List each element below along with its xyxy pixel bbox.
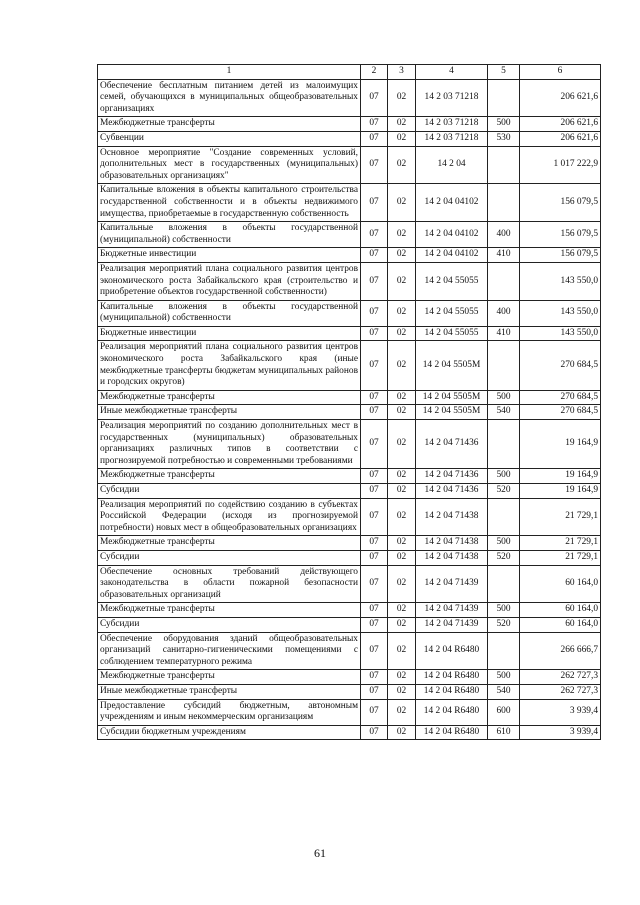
row-name: Межбюджетные трансферты [98, 117, 361, 132]
row-section: 07 [361, 117, 388, 132]
row-expense-type: 500 [488, 390, 520, 405]
header-col-6: 6 [520, 65, 601, 80]
header-row [98, 65, 601, 80]
row-name: Обеспечение оборудования зданий общеобразовательных организаций санитарно-гигиеническими помещениями с соблюдением температурного режима [98, 632, 361, 670]
row-amount: 270 684,5 [520, 341, 601, 390]
row-name: Иные межбюджетные трансферты [98, 684, 361, 699]
header-col-5: 5 [488, 65, 520, 80]
table-row [98, 469, 601, 484]
row-section: 07 [361, 603, 388, 618]
row-section: 07 [361, 222, 388, 248]
row-subsection: 02 [388, 222, 416, 248]
budget-table [97, 64, 601, 740]
row-target-code: 14 2 04 R6480 [416, 684, 488, 699]
row-amount: 156 079,5 [520, 248, 601, 263]
row-name: Межбюджетные трансферты [98, 670, 361, 685]
row-subsection: 02 [388, 536, 416, 551]
row-target-code: 14 2 04 55055 [416, 262, 488, 300]
row-section: 07 [361, 684, 388, 699]
row-target-code: 14 2 04 R6480 [416, 670, 488, 685]
row-target-code: 14 2 04 71439 [416, 565, 488, 603]
row-name: Бюджетные инвестиции [98, 248, 361, 263]
row-target-code: 14 2 04 5505М [416, 405, 488, 420]
row-subsection: 02 [388, 484, 416, 499]
row-name: Реализация мероприятий плана социального развития центров экономического роста Забайкальского края (иные межбюджетные трансферты бюджетам муниципальных районов и городских округов) [98, 341, 361, 390]
row-name: Бюджетные инвестиции [98, 326, 361, 341]
row-expense-type: 520 [488, 617, 520, 632]
row-name: Субвенции [98, 131, 361, 146]
row-amount: 143 550,0 [520, 300, 601, 326]
row-section: 07 [361, 79, 388, 117]
row-section: 07 [361, 300, 388, 326]
row-section: 07 [361, 699, 388, 725]
row-subsection: 02 [388, 469, 416, 484]
row-name: Иные межбюджетные трансферты [98, 405, 361, 420]
row-section: 07 [361, 405, 388, 420]
row-amount: 19 164,9 [520, 484, 601, 499]
table-row [98, 300, 601, 326]
row-name: Субсидии [98, 550, 361, 565]
row-amount: 262 727,3 [520, 670, 601, 685]
row-expense-type: 500 [488, 670, 520, 685]
row-section: 07 [361, 670, 388, 685]
row-target-code: 14 2 04 71436 [416, 484, 488, 499]
row-name: Обеспечение основных требований действующего законодательства в области пожарной безопасности образовательных организаций [98, 565, 361, 603]
row-name: Реализация мероприятий по содействию созданию в субъектах Российской Федерации (исходя из прогнозируемой потребности) новых мест в общеобразовательных организациях [98, 498, 361, 536]
table-row [98, 248, 601, 263]
row-subsection: 02 [388, 725, 416, 740]
row-target-code: 14 2 04 71438 [416, 498, 488, 536]
row-name: Реализация мероприятий плана социального развития центров экономического роста Забайкальского края (строительство и приобретение объектов государственной собственности) [98, 262, 361, 300]
row-amount: 19 164,9 [520, 420, 601, 469]
table-row [98, 684, 601, 699]
row-amount: 21 729,1 [520, 536, 601, 551]
row-expense-type: 520 [488, 484, 520, 499]
row-subsection: 02 [388, 262, 416, 300]
row-amount: 156 079,5 [520, 222, 601, 248]
row-amount: 270 684,5 [520, 405, 601, 420]
table-row [98, 536, 601, 551]
row-expense-type: 500 [488, 603, 520, 618]
row-name: Предоставление субсидий бюджетным, автономным учреждениям и иным некоммерческим организациям [98, 699, 361, 725]
row-subsection: 02 [388, 565, 416, 603]
row-subsection: 02 [388, 390, 416, 405]
row-name: Субсидии [98, 617, 361, 632]
row-section: 07 [361, 484, 388, 499]
table-row [98, 79, 601, 117]
row-name: Межбюджетные трансферты [98, 469, 361, 484]
row-subsection: 02 [388, 300, 416, 326]
row-subsection: 02 [388, 405, 416, 420]
row-subsection: 02 [388, 326, 416, 341]
row-amount: 156 079,5 [520, 184, 601, 222]
table-row [98, 632, 601, 670]
table-row [98, 699, 601, 725]
row-name: Капитальные вложения в объекты государственной (муниципальной) собственности [98, 222, 361, 248]
row-section: 07 [361, 131, 388, 146]
row-target-code: 14 2 04 [416, 146, 488, 184]
table-row [98, 670, 601, 685]
row-section: 07 [361, 469, 388, 484]
row-subsection: 02 [388, 498, 416, 536]
row-amount: 60 164,0 [520, 617, 601, 632]
table-row [98, 405, 601, 420]
row-target-code: 14 2 04 5505М [416, 341, 488, 390]
row-subsection: 02 [388, 79, 416, 117]
row-expense-type [488, 420, 520, 469]
row-amount: 206 621,6 [520, 117, 601, 132]
row-expense-type: 410 [488, 248, 520, 263]
row-subsection: 02 [388, 117, 416, 132]
page-number: 61 [314, 846, 326, 860]
row-section: 07 [361, 632, 388, 670]
row-target-code: 14 2 03 71218 [416, 79, 488, 117]
row-subsection: 02 [388, 550, 416, 565]
row-section: 07 [361, 326, 388, 341]
row-amount: 266 666,7 [520, 632, 601, 670]
row-expense-type: 500 [488, 117, 520, 132]
row-subsection: 02 [388, 131, 416, 146]
row-section: 07 [361, 725, 388, 740]
row-target-code: 14 2 04 71439 [416, 603, 488, 618]
row-amount: 21 729,1 [520, 498, 601, 536]
table-row [98, 420, 601, 469]
table-row [98, 390, 601, 405]
row-target-code: 14 2 04 R6480 [416, 632, 488, 670]
table-row [98, 550, 601, 565]
row-expense-type [488, 565, 520, 603]
row-section: 07 [361, 498, 388, 536]
table-row [98, 603, 601, 618]
row-subsection: 02 [388, 603, 416, 618]
row-section: 07 [361, 390, 388, 405]
row-target-code: 14 2 04 55055 [416, 326, 488, 341]
row-subsection: 02 [388, 341, 416, 390]
row-target-code: 14 2 03 71218 [416, 131, 488, 146]
row-expense-type [488, 262, 520, 300]
row-subsection: 02 [388, 670, 416, 685]
table-row [98, 184, 601, 222]
table-row [98, 262, 601, 300]
row-target-code: 14 2 04 04102 [416, 248, 488, 263]
row-expense-type: 540 [488, 405, 520, 420]
row-amount: 60 164,0 [520, 565, 601, 603]
row-expense-type: 400 [488, 222, 520, 248]
row-section: 07 [361, 248, 388, 263]
row-subsection: 02 [388, 684, 416, 699]
table-row [98, 617, 601, 632]
row-amount: 3 939,4 [520, 725, 601, 740]
row-target-code: 14 2 04 R6480 [416, 699, 488, 725]
row-expense-type: 540 [488, 684, 520, 699]
row-expense-type: 610 [488, 725, 520, 740]
row-section: 07 [361, 146, 388, 184]
row-section: 07 [361, 262, 388, 300]
row-target-code: 14 2 03 71218 [416, 117, 488, 132]
row-expense-type: 400 [488, 300, 520, 326]
row-expense-type: 520 [488, 550, 520, 565]
row-name: Субсидии [98, 484, 361, 499]
row-target-code: 14 2 04 71436 [416, 469, 488, 484]
table-row [98, 146, 601, 184]
row-subsection: 02 [388, 617, 416, 632]
row-name: Капитальные вложения в объекты капитального строительства государственной собственности и в объекты недвижимого имущества, приобретаемые в государственную собственность [98, 184, 361, 222]
row-name: Реализация мероприятий по созданию дополнительных мест в государственных (муниципальных) образовательных организациях различных типов в соответствии с прогнозируемой потребностью и современными требованиями [98, 420, 361, 469]
header-col-1: 1 [98, 65, 361, 80]
row-section: 07 [361, 617, 388, 632]
row-amount: 270 684,5 [520, 390, 601, 405]
row-section: 07 [361, 565, 388, 603]
table-row [98, 326, 601, 341]
row-target-code: 14 2 04 5505М [416, 390, 488, 405]
row-name: Межбюджетные трансферты [98, 536, 361, 551]
row-expense-type: 530 [488, 131, 520, 146]
table-row [98, 341, 601, 390]
row-expense-type [488, 498, 520, 536]
row-expense-type [488, 79, 520, 117]
row-amount: 206 621,6 [520, 131, 601, 146]
row-section: 07 [361, 184, 388, 222]
row-subsection: 02 [388, 420, 416, 469]
row-target-code: 14 2 04 R6480 [416, 725, 488, 740]
row-subsection: 02 [388, 632, 416, 670]
header-col-3: 3 [388, 65, 416, 80]
row-name: Субсидии бюджетным учреждениям [98, 725, 361, 740]
table-row [98, 725, 601, 740]
row-section: 07 [361, 341, 388, 390]
row-name: Основное мероприятие "Создание современных условий, дополнительных мест в государственных (муниципальных) образовательных организациях" [98, 146, 361, 184]
row-amount: 206 621,6 [520, 79, 601, 117]
header-col-2: 2 [361, 65, 388, 80]
row-subsection: 02 [388, 248, 416, 263]
row-subsection: 02 [388, 146, 416, 184]
row-section: 07 [361, 420, 388, 469]
row-target-code: 14 2 04 71439 [416, 617, 488, 632]
row-subsection: 02 [388, 184, 416, 222]
row-name: Капитальные вложения в объекты государственной (муниципальной) собственности [98, 300, 361, 326]
row-name: Обеспечение бесплатным питанием детей из малоимущих семей, обучающихся в муниципальных общеобразовательных организациях [98, 79, 361, 117]
table-row [98, 117, 601, 132]
row-subsection: 02 [388, 699, 416, 725]
row-name: Межбюджетные трансферты [98, 390, 361, 405]
row-amount: 21 729,1 [520, 550, 601, 565]
row-section: 07 [361, 550, 388, 565]
row-expense-type [488, 184, 520, 222]
row-target-code: 14 2 04 71438 [416, 536, 488, 551]
table-row [98, 222, 601, 248]
row-expense-type [488, 632, 520, 670]
table-row [98, 131, 601, 146]
table-row [98, 484, 601, 499]
row-expense-type [488, 146, 520, 184]
table-row [98, 565, 601, 603]
row-amount: 19 164,9 [520, 469, 601, 484]
row-expense-type [488, 341, 520, 390]
row-expense-type: 500 [488, 469, 520, 484]
row-expense-type: 600 [488, 699, 520, 725]
row-expense-type: 410 [488, 326, 520, 341]
row-expense-type: 500 [488, 536, 520, 551]
table-row [98, 498, 601, 536]
header-col-4: 4 [416, 65, 488, 80]
row-target-code: 14 2 04 04102 [416, 184, 488, 222]
row-amount: 262 727,3 [520, 684, 601, 699]
row-target-code: 14 2 04 04102 [416, 222, 488, 248]
row-amount: 60 164,0 [520, 603, 601, 618]
row-amount: 143 550,0 [520, 262, 601, 300]
row-section: 07 [361, 536, 388, 551]
row-target-code: 14 2 04 71436 [416, 420, 488, 469]
row-amount: 143 550,0 [520, 326, 601, 341]
row-target-code: 14 2 04 55055 [416, 300, 488, 326]
row-name: Межбюджетные трансферты [98, 603, 361, 618]
row-amount: 1 017 222,9 [520, 146, 601, 184]
row-amount: 3 939,4 [520, 699, 601, 725]
row-target-code: 14 2 04 71438 [416, 550, 488, 565]
